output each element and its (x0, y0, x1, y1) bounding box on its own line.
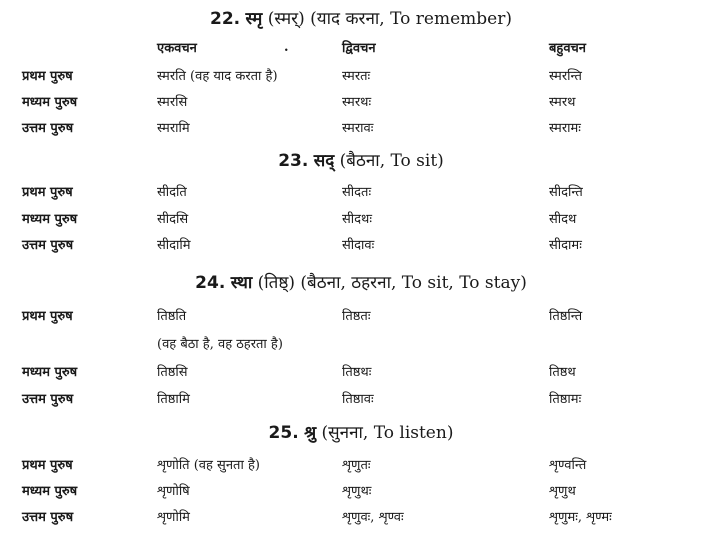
section-number: 24. (195, 273, 226, 293)
singular-form: सीदसि (157, 212, 189, 227)
singular-form: तिष्ठामि (157, 392, 190, 407)
person-label: मध्यम पुरुष (22, 484, 78, 499)
singular-form: शृणोति (वह सुनता है) (157, 458, 260, 473)
singular-form: सीदति (157, 185, 187, 200)
plural-form: शृणुमः, शृण्मः (549, 510, 612, 525)
dual-form: सीदथः (342, 212, 372, 227)
singular-form: स्मरामि (157, 121, 190, 136)
person-label: मध्यम पुरुष (22, 365, 78, 380)
column-header-row (0, 38, 722, 62)
dual-form: तिष्ठथः (342, 365, 372, 380)
table-row (0, 118, 722, 142)
translation-note-row (0, 334, 722, 358)
person-label: प्रथम पुरुष (22, 185, 73, 200)
singular-form: सीदामि (157, 238, 191, 253)
dual-form: सीदावः (342, 238, 375, 253)
table-row (0, 66, 722, 90)
table-row (0, 362, 722, 386)
plural-form: तिष्ठथ (549, 365, 576, 380)
singular-form: तिष्ठसि (157, 365, 188, 380)
separator-dot: . (284, 40, 289, 55)
person-label: उत्तम पुरुष (22, 238, 74, 253)
plural-form: तिष्ठामः (549, 392, 582, 407)
verb-meaning: (बैठना, To sit) (339, 151, 444, 171)
table-row (0, 455, 722, 479)
singular-form: शृणोमि (157, 510, 190, 525)
person-label: प्रथम पुरुष (22, 69, 73, 84)
plural-form: सीदामः (549, 238, 582, 253)
section-number: 25. (268, 423, 299, 443)
section-number: 23. (278, 151, 309, 171)
singular-form: स्मरति (वह याद करता है) (157, 69, 278, 84)
dual-form: तिष्ठतः (342, 309, 371, 324)
section-title-25 (0, 420, 722, 443)
section-title-23 (0, 148, 722, 171)
plural-form: स्मरन्ति (549, 69, 582, 84)
dual-form: स्मरावः (342, 121, 374, 136)
dual-form: शृणुतः (342, 458, 371, 473)
person-label: उत्तम पुरुष (22, 510, 74, 525)
plural-form: सीदन्ति (549, 185, 583, 200)
verb-root: सद् (313, 151, 335, 171)
singular-form: स्मरसि (157, 95, 188, 110)
verb-root: श्रु (304, 423, 317, 443)
translation-note: (वह बैठा है, वह ठहरता है) (157, 337, 283, 352)
person-label: उत्तम पुरुष (22, 392, 74, 407)
singular-form: तिष्ठति (157, 309, 187, 324)
dual-form: स्मरतः (342, 69, 371, 84)
verb-meaning: (तिष्ठ्) (बैठना, ठहरना, To sit, To stay) (257, 273, 527, 293)
table-row (0, 182, 722, 206)
person-label: उत्तम पुरुष (22, 121, 74, 136)
plural-form: तिष्ठन्ति (549, 309, 583, 324)
dual-form: तिष्ठावः (342, 392, 374, 407)
table-row (0, 92, 722, 116)
verb-meaning: (सुनना, To listen) (321, 423, 454, 443)
singular-form: शृणोषि (157, 484, 190, 499)
plural-form: स्मरथ (549, 95, 576, 110)
verb-root: स्मृ (245, 9, 263, 29)
table-row (0, 481, 722, 505)
person-label: प्रथम पुरुष (22, 458, 73, 473)
verb-root: स्था (230, 273, 253, 293)
table-row (0, 209, 722, 233)
section-title-22 (0, 6, 722, 29)
person-label: मध्यम पुरुष (22, 95, 78, 110)
plural-form: शृणुथ (549, 484, 576, 499)
person-label: प्रथम पुरुष (22, 309, 73, 324)
dual-form: शृणुथः (342, 484, 372, 499)
dual-form: स्मरथः (342, 95, 372, 110)
table-row (0, 306, 722, 330)
header-plural: बहुवचन (549, 41, 587, 56)
table-row (0, 235, 722, 259)
table-row (0, 389, 722, 413)
section-title-24 (0, 270, 722, 293)
plural-form: सीदथ (549, 212, 577, 227)
header-singular: एकवचन (157, 41, 197, 56)
plural-form: शृण्वन्ति (549, 458, 587, 473)
section-number: 22. (210, 9, 241, 29)
person-label: मध्यम पुरुष (22, 212, 78, 227)
dual-form: शृणुवः, शृण्वः (342, 510, 404, 525)
table-row (0, 507, 722, 531)
dual-form: सीदतः (342, 185, 372, 200)
header-dual: द्विवचन (342, 41, 376, 56)
plural-form: स्मरामः (549, 121, 581, 136)
verb-meaning: (स्मर्) (याद करना, To remember) (267, 9, 512, 29)
